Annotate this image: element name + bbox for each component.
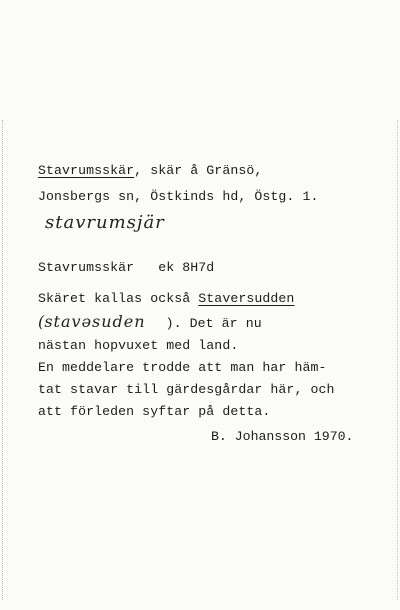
alternative-name: Staversudden <box>198 291 295 306</box>
place-description: , skär å Gränsö, <box>134 163 263 178</box>
location-line: Jonsbergs sn, Östkinds hd, Östg. 1. <box>38 189 319 204</box>
handwritten-pronunciation: stavrumsjär <box>45 212 165 233</box>
card-right-edge <box>395 120 398 600</box>
signature: B. Johansson 1970. <box>211 429 354 444</box>
body-line-4: En meddelare trodde att man har häm- <box>38 360 327 375</box>
map-reference-line: Stavrumsskär ek 8H7d <box>38 260 215 275</box>
open-paren: ( <box>38 312 45 331</box>
body-line-1-prefix: Skäret kallas också <box>38 291 199 306</box>
body-line-1 <box>38 291 294 307</box>
handwritten-pronunciation-2: stavəsuden <box>44 312 146 331</box>
body-line-5: tat stavar till gärdesgårdar här, och <box>38 382 335 397</box>
body-line-3: nästan hopvuxet med land. <box>38 338 239 353</box>
heading-line <box>38 163 262 179</box>
place-name: Stavrumsskär <box>38 163 135 178</box>
body-line-2-rest: ). Det är nu <box>165 316 262 331</box>
body-line-2 <box>38 314 262 332</box>
card-left-edge <box>2 120 5 600</box>
body-line-6: att förleden syftar på detta. <box>38 404 271 419</box>
